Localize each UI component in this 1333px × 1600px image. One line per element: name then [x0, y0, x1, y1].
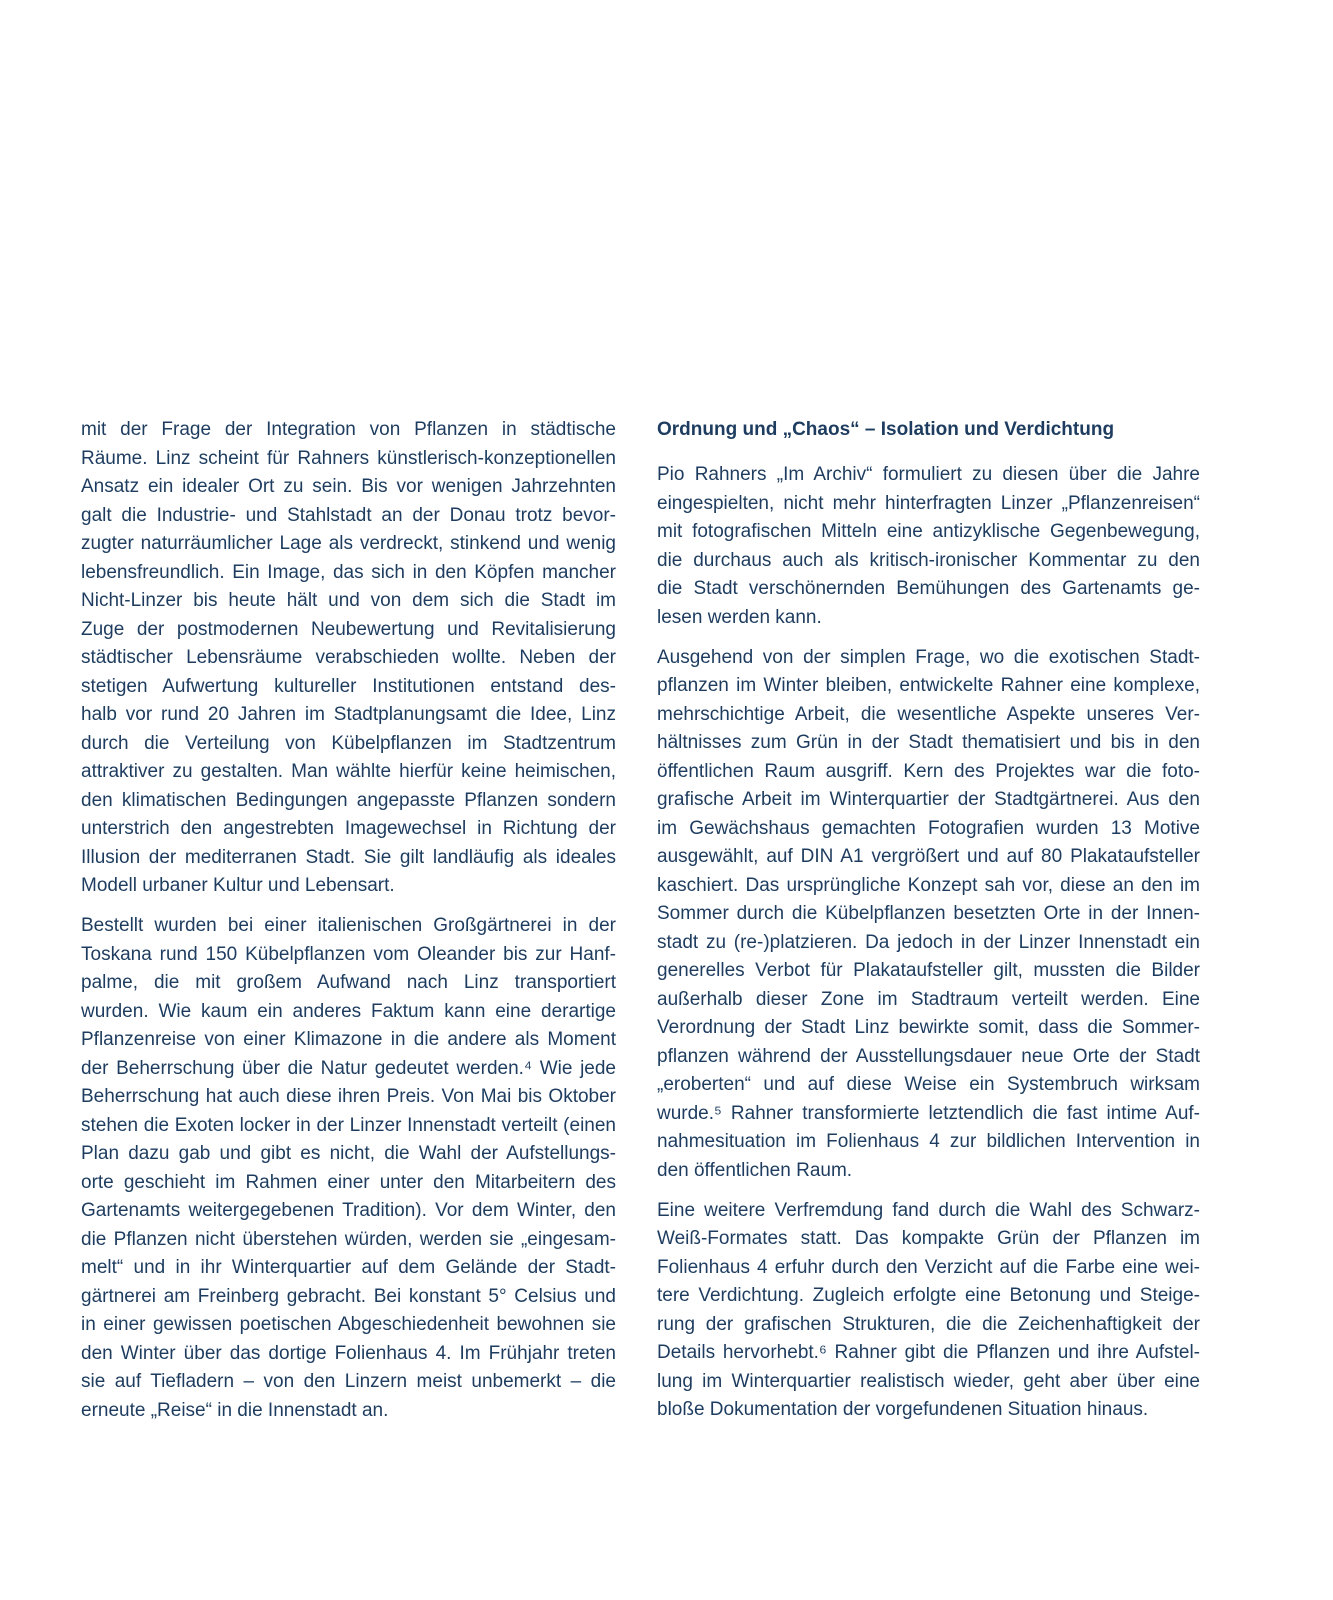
text-line: Eine weitere Verfremdung fand durch die Wahl des Schwarz-: [657, 1199, 1200, 1221]
text-line: Weiß-Formates statt. Das kompakte Grün der Pflanzen im: [657, 1228, 1200, 1249]
text-line: durch die Verteilung von Kübelpflanzen im Stadtzentrum: [81, 732, 616, 754]
text-line: der Beherrschung über die Natur gedeutet werden.⁴ Wie jede: [81, 1057, 616, 1079]
text-line: generelles Verbot für Plakataufsteller gilt, mussten die Bilder: [657, 960, 1200, 981]
text-line: palme, die mit großem Aufwand nach Linz transportiert: [81, 972, 616, 993]
text-line: Ausgehend von der simplen Frage, wo die exotischen Stadt-: [657, 646, 1200, 668]
text-line: Zuge der postmodernen Neubewertung und Revitalisierung: [81, 618, 616, 640]
text-line: den klimatischen Bedingungen angepasste Pflanzen sondern: [81, 789, 616, 811]
text-line: stehen die Exoten locker in der Linzer Innenstadt verteilt (einen: [81, 1114, 616, 1136]
text-line: attraktiver zu gestalten. Man wählte hierfür keine heimischen,: [81, 761, 616, 782]
text-line: Plan dazu gab und gibt es nicht, die Wahl der Aufstellungs-: [81, 1143, 616, 1164]
paragraph: [657, 1197, 1200, 1425]
text-line: bloße Dokumentation der vorgefundenen Situation hinaus.: [657, 1399, 1149, 1420]
text-line: eingespielten, nicht mehr hinterfragten Linzer „Pflanzenreisen“: [657, 492, 1200, 514]
text-line: nahmesituation im Folienhaus 4 zur bildlichen Intervention in: [657, 1131, 1200, 1152]
text-line: Bestellt wurden bei einer italienischen Großgärtnerei in der: [81, 915, 616, 936]
left-text-column: [81, 416, 616, 1437]
text-line: die durchaus auch als kritisch-ironischer Kommentar zu den: [657, 549, 1200, 571]
text-line: Folienhaus 4 erfuhr durch den Verzicht auf die Farbe eine wei-: [657, 1256, 1200, 1278]
text-line: lesen werden kann.: [657, 606, 822, 628]
text-line: Gartenamts weitergegebenen Tradition). Vor dem Winter, den: [81, 1200, 616, 1221]
text-line: zugter naturräumlicher Lage als verdreckt, stinkend und wenig: [81, 533, 616, 554]
text-line: orte geschieht im Rahmen einer unter den Mitarbeitern des: [81, 1171, 616, 1193]
text-line: wurde.⁵ Rahner transformierte letztendlich die fast intime Auf-: [657, 1102, 1200, 1124]
text-line: mit der Frage der Integration von Pflanzen in städtische: [81, 419, 616, 440]
text-line: Toskana rund 150 Kübelpflanzen vom Oleander bis zur Hanf-: [81, 943, 616, 965]
text-line: lung im Winterquartier realistisch wieder, geht aber über eine: [657, 1370, 1200, 1392]
text-line: stadt zu (re-)platzieren. Da jedoch in der Linzer Innenstadt ein: [657, 931, 1200, 953]
text-line: Modell urbaner Kultur und Lebensart.: [81, 875, 395, 896]
text-line: Details hervorhebt.⁶ Rahner gibt die Pflanzen und ihre Aufstel-: [657, 1342, 1200, 1363]
text-line: halb vor rund 20 Jahren im Stadtplanungsamt die Idee, Linz: [81, 704, 616, 725]
text-line: Nicht-Linzer bis heute hält und von dem sich die Stadt im: [81, 590, 616, 611]
text-line: den öffentlichen Raum.: [657, 1159, 853, 1181]
paragraph: [81, 416, 616, 901]
text-line: stetigen Aufwertung kultureller Institutionen entstand des-: [81, 675, 616, 697]
text-line: städtischer Lebensräume verabschieden wollte. Neben der: [81, 647, 616, 668]
section-heading: Ordnung und „Chaos“ – Isolation und Verdichtung: [657, 419, 1115, 440]
text-line: öffentlichen Raum ausgriff. Kern des Projektes war die foto-: [657, 760, 1200, 782]
text-line: Beherrschung hat auch diese ihren Preis. Von Mai bis Oktober: [81, 1086, 616, 1107]
text-line: mehrschichtige Arbeit, die wesentliche Aspekte unseres Ver-: [657, 703, 1200, 725]
text-line: Pflanzenreise von einer Klimazone in die andere als Moment: [81, 1029, 616, 1050]
text-line: mit fotografischen Mitteln eine antizyklische Gegenbewegung,: [657, 521, 1200, 542]
text-line: galt die Industrie- und Stahlstadt an der Donau trotz bevor-: [81, 504, 616, 526]
text-line: erneute „Reise“ in die Innenstadt an.: [81, 1399, 389, 1421]
text-line: Sommer durch die Kübelpflanzen besetzten Orte in der Innen-: [657, 903, 1200, 924]
right-text-column: [657, 416, 1200, 1436]
text-line: wurden. Wie kaum ein anderes Faktum kann eine derartige: [81, 1000, 616, 1022]
text-line: unterstrich den angestrebten Imagewechsel in Richtung der: [81, 818, 616, 839]
text-line: lebensfreundlich. Ein Image, das sich in den Köpfen mancher: [81, 561, 616, 583]
text-line: pflanzen während der Ausstellungsdauer neue Orte der Stadt: [657, 1045, 1200, 1067]
text-line: im Gewächshaus gemachten Fotografien wurden 13 Motive: [657, 817, 1200, 839]
text-line: Ansatz ein idealer Ort zu sein. Bis vor wenigen Jahrzehnten: [81, 476, 616, 497]
text-line: hältnisses zum Grün in der Stadt thematisiert und bis in den: [657, 732, 1200, 753]
text-line: melt“ und in ihr Winterquartier auf dem Gelände der Stadt-: [81, 1257, 616, 1278]
text-line: sie auf Tiefladern – von den Linzern meist unbemerkt – die: [81, 1371, 616, 1392]
text-line: die Pflanzen nicht überstehen würden, werden sie „eingesam-: [81, 1228, 616, 1250]
text-line: Illusion der mediterranen Stadt. Sie gilt landläufig als ideales: [81, 846, 616, 868]
text-line: den Winter über das dortige Folienhaus 4. Im Frühjahr treten: [81, 1342, 616, 1364]
text-line: pflanzen im Winter bleiben, entwickelte Rahner eine komplexe,: [657, 675, 1200, 696]
text-line: kaschiert. Das ursprüngliche Konzept sah vor, diese an den im: [657, 874, 1200, 896]
right-column-paragraphs: [657, 461, 1200, 1425]
text-line: in einer gewissen poetischen Abgeschiedenheit bewohnen sie: [81, 1314, 616, 1335]
text-line: ausgewählt, auf DIN A1 vergrößert und auf 80 Plakataufsteller: [657, 846, 1200, 867]
text-line: tere Verdichtung. Zugleich erfolgte eine Betonung und Steige-: [657, 1285, 1200, 1306]
text-line: „eroberten“ und auf diese Weise ein Systembruch wirksam: [657, 1074, 1200, 1095]
text-line: gärtnerei am Freinberg gebracht. Bei konstant 5° Celsius und: [81, 1285, 616, 1307]
paragraph: [81, 912, 616, 1425]
text-line: Räume. Linz scheint für Rahners künstlerisch-konzeptionellen: [81, 447, 616, 469]
text-line: Pio Rahners „Im Archiv“ formuliert zu diesen über die Jahre: [657, 464, 1200, 485]
text-line: Verordnung der Stadt Linz bewirkte somit, dass die Sommer-: [657, 1017, 1200, 1038]
text-line: außerhalb dieser Zone im Stadtraum verteilt werden. Eine: [657, 988, 1200, 1010]
paragraph: [657, 644, 1200, 1186]
text-line: grafische Arbeit im Winterquartier der Stadtgärtnerei. Aus den: [657, 789, 1200, 810]
text-line: die Stadt verschönernden Bemühungen des Gartenamts ge-: [657, 578, 1200, 599]
text-line: rung der grafischen Strukturen, die die Zeichenhaftigkeit der: [657, 1313, 1200, 1335]
paragraph: [657, 461, 1200, 632]
